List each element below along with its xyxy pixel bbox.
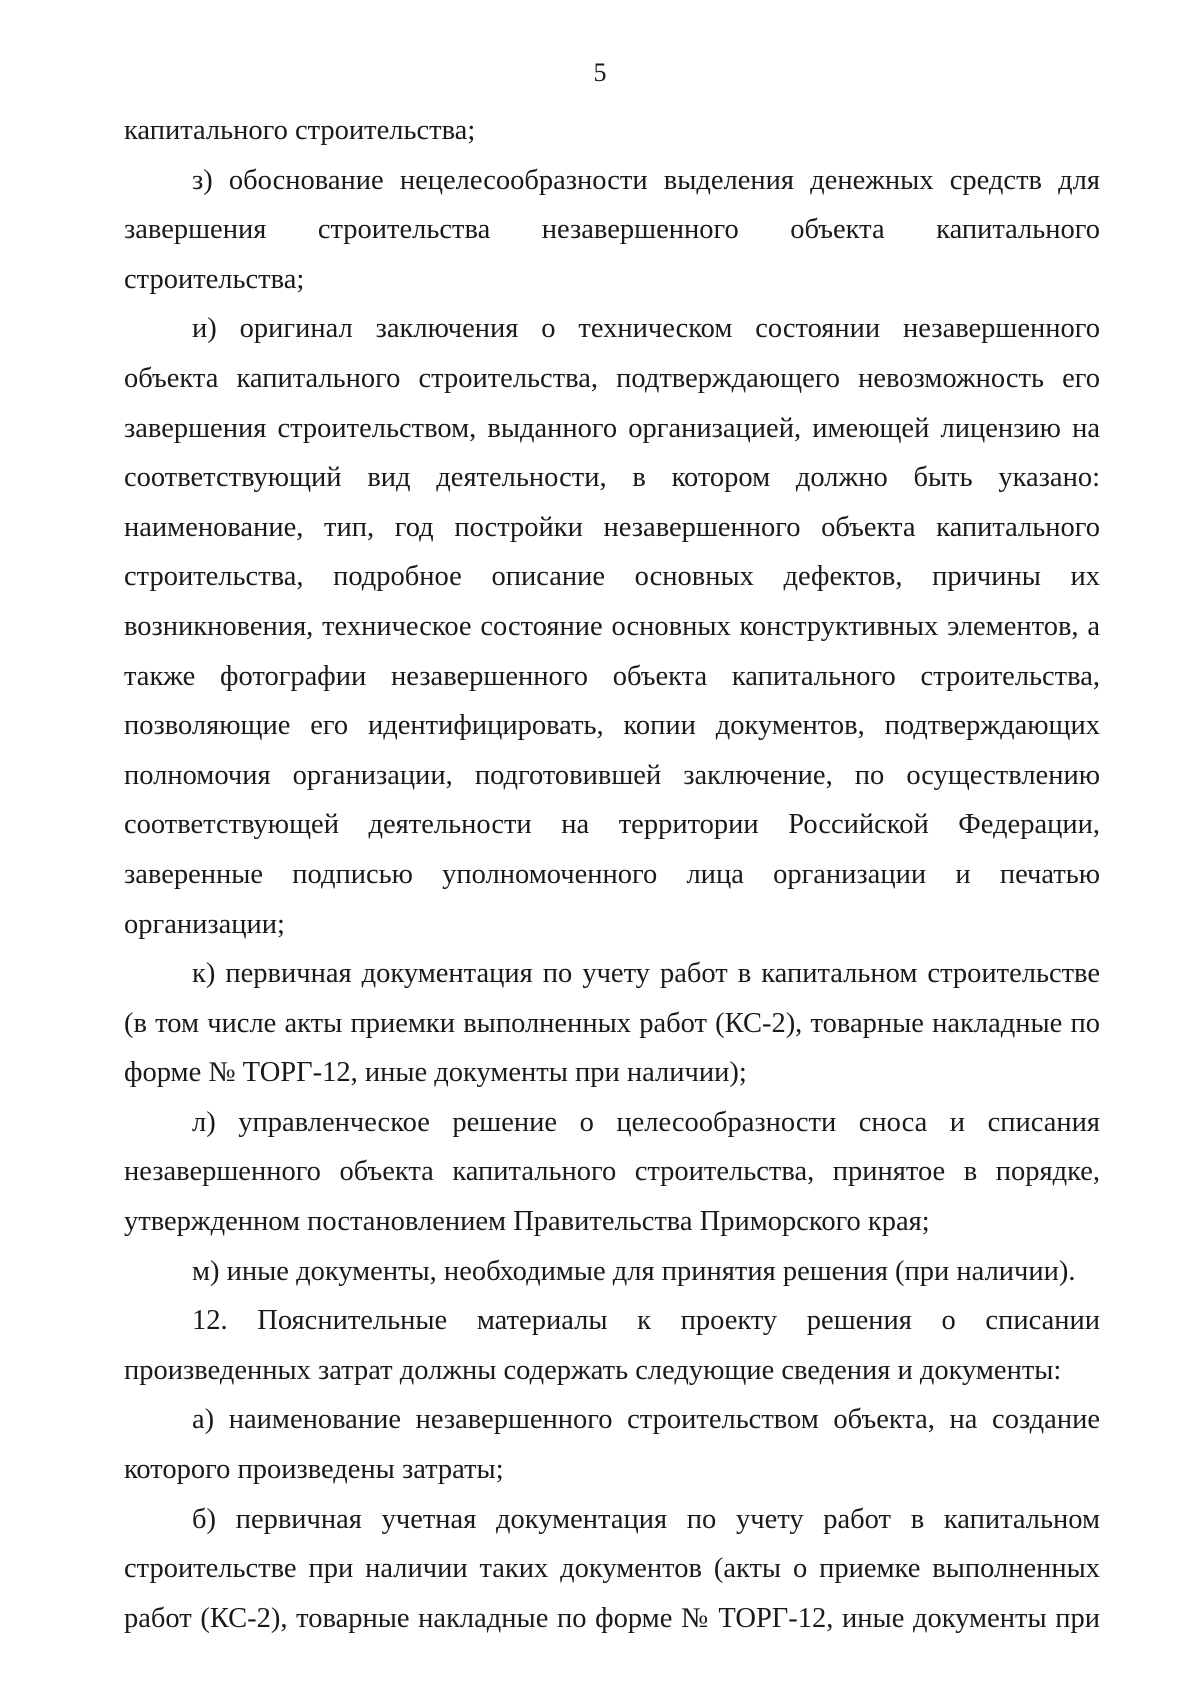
- paragraph-item-z: з) обоснование нецелесообразности выделения денежных средств для завершения строительства незавершенного объекта капитального строительства;: [124, 164, 1100, 295]
- paragraph-section-12: 12. Пояснительные материалы к проекту решения о списании произведенных затрат должны содержать следующие сведения и документы:: [124, 1305, 1100, 1386]
- paragraph-item-m: м) иные документы, необходимые для принятия решения (при наличии).: [192, 1255, 1076, 1287]
- paragraph-item-a: а) наименование незавершенного строительством объекта, на создание которого произведены затраты;: [124, 1404, 1100, 1486]
- paragraph-item-b: б) первичная учетная документация по учету работ в капитальном строительстве при наличии таких документов (акты о приемке выполненных работ (КС-2), товарные накладные по форме № ТОРГ-12, иные документы при: [124, 1503, 1100, 1634]
- paragraph-item-i: и) оригинал заключения о техническом состоянии незавершенного объекта капитального строительства, подтверждающего невозможность его завершения строительством, выданного организацией, имеющей лицензию на соответствующий вид деятельности, в котором должно быть указано: наименование, тип, год постройки незавершенного объекта капитального строительства, подробное описание основных дефектов, причины их возникновения, техническое состояние основных конструктивных элементов, а также фотографии незавершенного объекта капитального строительства, позволяющие его идентифицировать, копии документов, подтверждающих полномочия организации, подготовившей заключение, по осуществлению соответствующей деятельности на территории Российской Федерации, заверенные подписью уполномоченного лица организации и печатью организации;: [124, 313, 1100, 940]
- paragraph-continuation: капитального строительства;: [124, 115, 476, 146]
- page-number: 5: [593, 58, 607, 87]
- document-body: [124, 106, 1100, 1643]
- paragraph-item-l: л) управленческое решение о целесообразности сноса и списания незавершенного объекта капитального строительства, принятое в порядке, утвержденном постановлением Правительства Приморского края;: [124, 1106, 1100, 1238]
- paragraph-item-k: к) первичная документация по учету работ в капитальном строительстве (в том числе акты приемки выполненных работ (КС-2), товарные накладные по форме № ТОРГ-12, иные документы при наличии);: [124, 958, 1100, 1089]
